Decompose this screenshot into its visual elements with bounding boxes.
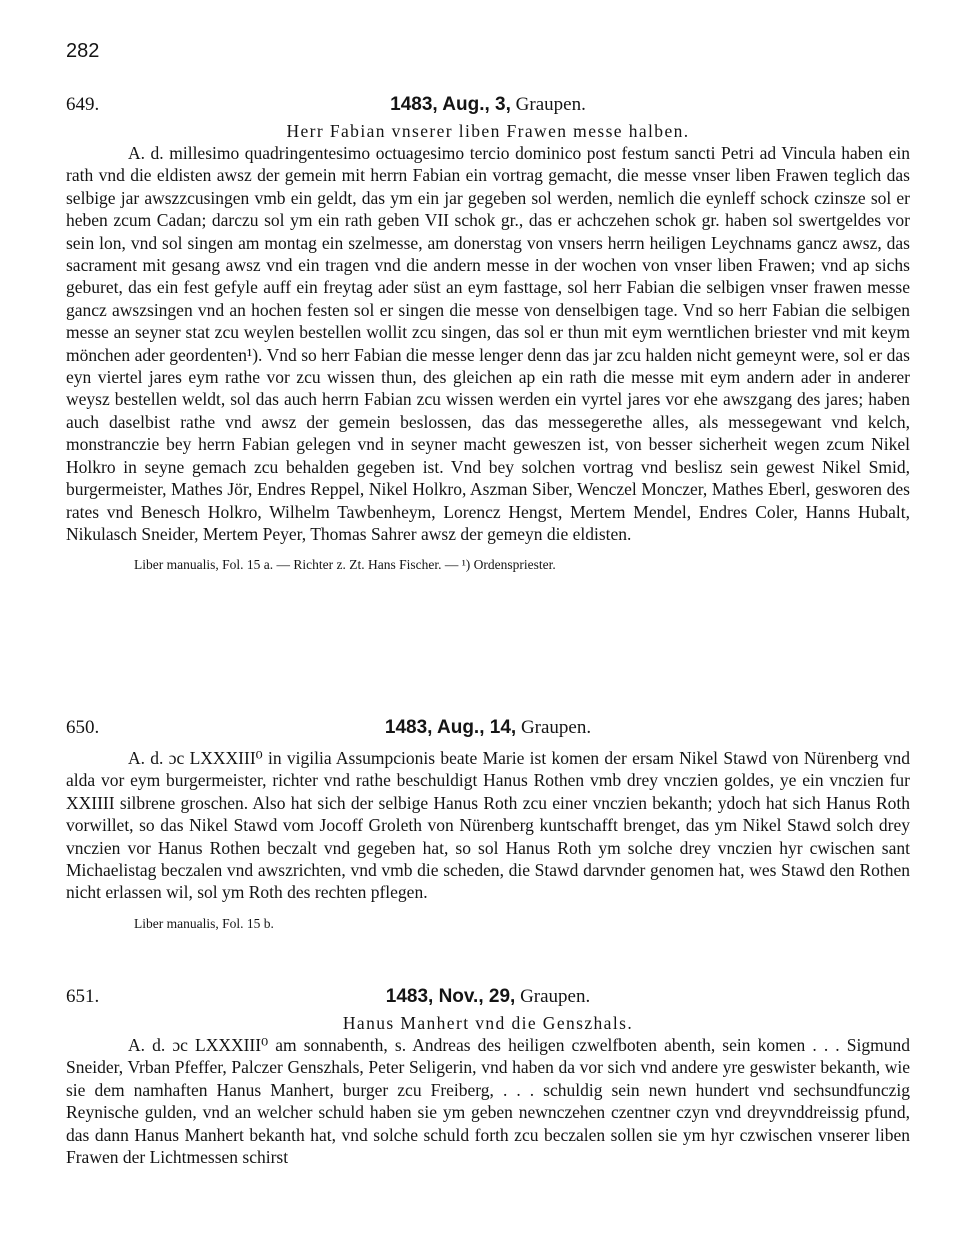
entry-header bbox=[66, 986, 910, 1010]
entry-date bbox=[66, 94, 910, 116]
entry-place: Graupen. bbox=[520, 986, 591, 1007]
entry-date-bold: 1483, Nov., 29, bbox=[385, 986, 516, 1007]
document-entry bbox=[66, 986, 910, 1168]
entry-text bbox=[66, 1034, 910, 1168]
entry-heading: Herr Fabian vnserer liben Frawen messe halben. bbox=[286, 121, 690, 141]
entry-date-bold: 1483, Aug., 3, bbox=[390, 94, 511, 115]
entry-date bbox=[66, 986, 910, 1008]
entry-header bbox=[66, 717, 910, 741]
source-note: Liber manualis, Fol. 15 b. bbox=[134, 915, 274, 931]
document-entry bbox=[66, 717, 910, 932]
entry-body: A. d. ɔc LXXXIII⁰ am sonnabenth, s. Andreas des heiligen czwelfboten abenth, sein komen . . . Sigmund Sneider, Vrban Pfeffer, Palczer Genszhals, Peter Seligerin, vnd haben da vor sich vnd andere yre geswister bekanth, wie sie dem namhaften Hanus Manhert, burger zcu Freiberg, . . . schuldig sein newn hundert vnd sechsundfunczig Reynische gulden, vnd an welcher schuld haben sie ym geben newnczehen czentner czyn vnd dreyvnddreissig pfund, das dann Hanus Manhert bekanth hat, vnd solche schuld forth zcu beczalen sollen sie ym hyr czwischen vnserer liben Frawen der Lichtmessen schirst bbox=[66, 1035, 910, 1168]
entry-number: 651. bbox=[66, 986, 100, 1007]
entry-header bbox=[66, 94, 910, 118]
page-number: 282 bbox=[66, 40, 100, 62]
entry-text bbox=[66, 142, 910, 545]
entry-place: Graupen. bbox=[520, 717, 592, 738]
entry-body: A. d. millesimo quadringentesimo octuagesimo tercio dominico post festum sancti Petri ad Vincula haben ein rath vnd die eldisten awsz der gemein mit herrn Fabian ein vortrag gemacht, die messe vnser liben Frawen teglich das selbige jar awszzcusingen vmb ein geldt, das ym ein jar gegeben sol werden, nemlich die eynleff schock czinsze sol er heben zcum Cadan; darczu sol ym ein rath geben VII schok gr., das er achczehen schok gr. haben sol swertgeldes vor sein lon, vnd sol singen am montag ein szelmesse, am donerstag von vnsers herrn heiligen Leychnams gancz awsz, das sacrament mit gesang awsz vnd ein tragen vnd die andern messe in der wochen von vnser liben Frawen; vnd ap sichs geburet, das ein fest gefyle auff ein freytag ader süst an eym fasttage, sol herr Fabian die selbigen vnser frawen messe gancz awszsingen vnd an hochen festen sol er singen die messe von denselbigen tage. Vnd so herr Fabian die selbigen messe an seyner stat zcu weylen bestellen wollit zcu singen, das sol er thun mit eym werntlichen briester vnd mit keym mönchen ader geordenten¹). Vnd so herr Fabian die messe lenger denn das jar zcu halden nicht gemeynt were, sol er das eyn viertel jares eym rathe vor zcu wissen thun, des gleichen ap ein rath die messe mit eym andern ader in anderer weysz bestellen weldt, sol das auch herrn Fabian zcu wissen werden ein vyrtel jares vor ehe awszgang des jares; haben auch daselbist rathe vnd awsz der gemein beslossen, das das messegerethe alles, als messegewant vnd kelch, monstranczie bey herrn Fabian gelegen vnd in seyner macht geweszen ist, von besser sicherheit wegen zcum Nikel Holkro in seyne gemach zcu behalden gegeben ist. Vnd bey solchen vortrag vnd beslisz sein gewest Nikel Smid, burgermeister, Mathes Jör, Endres Reppel, Nikel Holkro, Aszman Siber, Wenczel Monczer, Mathes Eberl, gesworen des rates vnd Benesch Holkro, Wilhelm Tawbenheym, Lorencz Hengst, Mertem Mendel, Endres Coler, Hanns Hubalt, Nikulasch Sneider, Mertem Peyer, Thomas Sahrer awsz der gemeyn die eldisten. bbox=[66, 143, 910, 544]
entry-number: 650. bbox=[66, 717, 100, 738]
entry-text bbox=[66, 747, 910, 904]
document-entry bbox=[66, 94, 910, 573]
entry-date-bold: 1483, Aug., 14, bbox=[384, 717, 517, 738]
entry-date bbox=[66, 717, 910, 739]
entry-number: 649. bbox=[66, 94, 100, 115]
source-note: Liber manualis, Fol. 15 a. — Richter z. Zt. Hans Fischer. — ¹) Ordenspriester. bbox=[134, 557, 556, 573]
entry-body: A. d. ɔc LXXXIII⁰ in vigilia Assumpcionis beate Marie ist komen der ersam Nikel Stawd von Nürenberg vnd alda vor eym burgermeister, richter vnd rathe beschuldigt Hanus Rothen vmb drey vnczien goldes, ye ein vnczien fur XXIIII silbrene groschen. Also hat sich der selbige Hanus Roth zcu einer vnczien bekanth; ydoch hat sich Hanus Roth vorwillet, so das Nikel Stawd vom Jocoff Groleth von Nürenberg kuntschafft brenget, das ym Nikel Stawd solch drey vnczien vor Hanus Rothen beczalt vnd gegeben hat, so sol Hanus Roth ym solche drey vnczien hyr cwischen sant Michaelistag beczalen vnd awszrichten, vnd vmb die scheden, die Stawd darvnder genomen hat, wes Stawd den Rothen nicht erlassen wil, sol ym Roth des rechten pflegen. bbox=[66, 748, 910, 903]
entry-place: Graupen. bbox=[515, 94, 586, 115]
entry-heading: Hanus Manhert vnd die Genszhals. bbox=[342, 1013, 634, 1033]
